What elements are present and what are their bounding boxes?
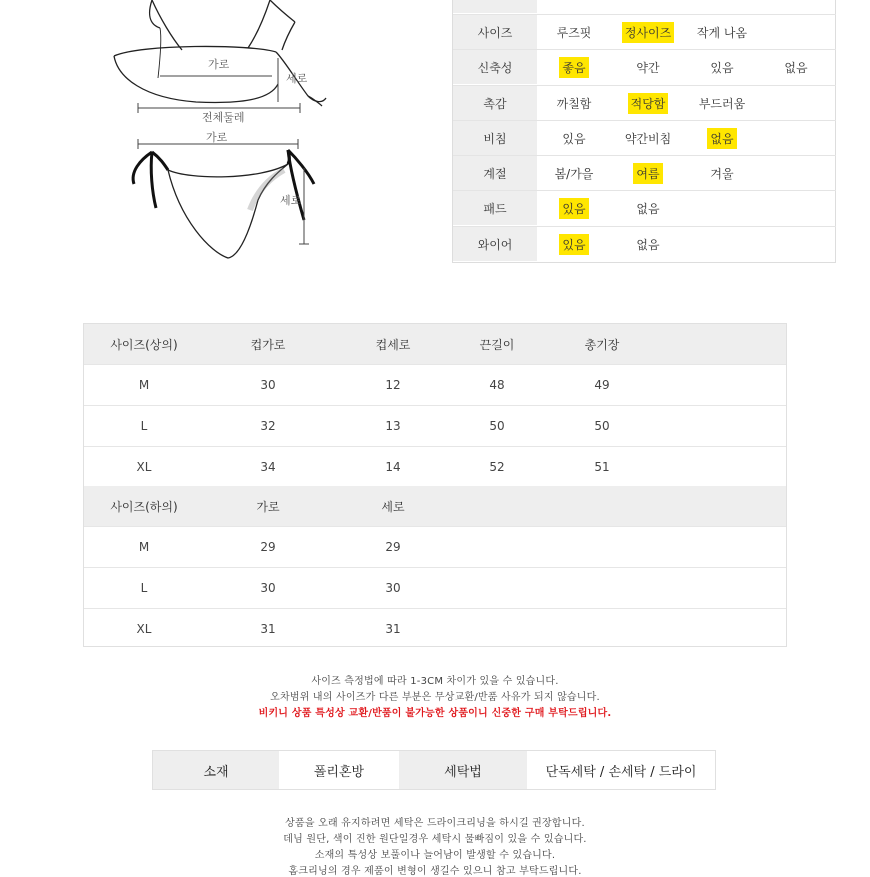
attribute-option-text: 봄/가을	[554, 166, 594, 181]
size-cell: 51	[594, 460, 610, 474]
size-header-row	[84, 486, 786, 526]
attribute-option-selected: 좋음	[559, 57, 588, 78]
attribute-row	[453, 120, 836, 155]
size-cell: 48	[489, 378, 505, 392]
size-row	[84, 608, 786, 648]
attribute-option	[537, 234, 611, 255]
size-row	[84, 446, 786, 486]
attribute-row	[453, 14, 836, 49]
attribute-label: 사이즈	[453, 15, 537, 49]
attribute-option	[685, 57, 759, 78]
material-value: 폴리혼방	[313, 764, 365, 780]
care-note-2: 데님 원단, 색이 진한 원단일경우 세탁시 물빠짐이 있을 수 있습니다.	[283, 834, 587, 845]
attribute-label: 신축성	[453, 50, 537, 84]
attribute-option	[537, 93, 611, 114]
size-cell: 29	[385, 540, 401, 554]
size-header-row	[84, 324, 786, 364]
size-cell: XL	[136, 460, 152, 474]
attribute-option-text: 까칠함	[556, 96, 592, 111]
care-note-4: 홈크리닝의 경우 제품이 변형이 생길수 있으니 참고 부탁드립니다.	[288, 866, 582, 877]
size-note-warning: 비키니 상품 특성상 교환/반품이 불가능한 상품이니 신중한 구매 부탁드립니다.	[258, 708, 612, 719]
attribute-label: 비침	[453, 121, 537, 155]
size-cell: 29	[260, 540, 276, 554]
attribute-label	[453, 0, 537, 13]
size-header-cell: 사이즈(하의)	[110, 499, 178, 514]
attribute-option	[611, 163, 685, 184]
size-cell: 50	[489, 419, 505, 433]
attribute-option	[537, 128, 611, 149]
size-note-2: 오차범위 내의 사이즈가 다른 부분은 무상교환/반품 사유가 되지 않습니다.	[270, 692, 600, 703]
product-attribute-table	[452, 0, 836, 263]
size-row	[84, 567, 786, 607]
size-cell: 13	[385, 419, 401, 433]
size-header-cell: 컵가로	[250, 337, 286, 352]
size-cell: L	[140, 581, 148, 595]
attribute-option	[611, 198, 685, 219]
size-cell: 34	[260, 460, 276, 474]
wash-label: 세탁법	[399, 751, 527, 789]
attribute-option-selected: 적당함	[628, 93, 669, 114]
care-note-3: 소재의 특성상 보풀이나 늘어남이 발생할 수 있습니다.	[314, 850, 556, 861]
size-cell: 30	[385, 581, 401, 595]
size-header-cell: 사이즈(상의)	[110, 337, 178, 352]
attribute-option	[685, 163, 759, 184]
attribute-option-text: 있음	[710, 60, 734, 75]
attribute-option	[685, 128, 759, 149]
size-table	[83, 323, 787, 647]
top-height-label: 세로	[286, 72, 308, 85]
size-header-cell: 컵세로	[375, 337, 411, 352]
size-row	[84, 364, 786, 404]
size-cell: 49	[594, 378, 610, 392]
attribute-option	[611, 57, 685, 78]
attribute-option-text: 겨울	[710, 166, 734, 181]
care-note-1: 상품을 오래 유지하려면 세탁은 드라이크리닝을 하시길 권장합니다.	[285, 818, 585, 829]
attribute-row	[453, 155, 836, 190]
size-cell: 12	[385, 378, 401, 392]
size-cell: 52	[489, 460, 505, 474]
material-table	[152, 750, 716, 790]
attribute-row	[453, 85, 836, 120]
attribute-label: 와이어	[453, 227, 537, 261]
size-header-cell: 총기장	[584, 337, 620, 352]
attribute-option	[537, 163, 611, 184]
attribute-option	[611, 234, 685, 255]
attribute-row	[453, 0, 836, 13]
size-cell: 32	[260, 419, 276, 433]
material-label: 소재	[153, 751, 279, 789]
attribute-row	[453, 49, 836, 84]
attribute-row	[453, 226, 836, 261]
attribute-option-text: 없음	[784, 60, 808, 75]
size-cell: 14	[385, 460, 401, 474]
attribute-option-selected: 없음	[707, 128, 736, 149]
attribute-option-text: 약간비침	[624, 131, 672, 146]
attribute-option	[537, 22, 611, 43]
wash-value: 단독세탁 / 손세탁 / 드라이	[545, 764, 697, 780]
attribute-option-selected: 있음	[559, 234, 588, 255]
size-cell: 30	[260, 378, 276, 392]
attribute-option-text: 있음	[562, 131, 586, 146]
size-cell: XL	[136, 622, 152, 636]
attribute-option	[537, 57, 611, 78]
size-cell: 31	[385, 622, 401, 636]
attribute-row	[453, 190, 836, 225]
attribute-option	[685, 93, 759, 114]
attribute-option-text: 없음	[636, 237, 660, 252]
attribute-option-selected: 정사이즈	[622, 22, 674, 43]
attribute-option-text: 약간	[636, 60, 660, 75]
size-cell: 50	[594, 419, 610, 433]
top-width-label: 가로	[208, 58, 230, 71]
attribute-option-selected: 있음	[559, 198, 588, 219]
attribute-label: 계절	[453, 156, 537, 190]
size-cell: L	[140, 419, 148, 433]
top-total-label: 전체둘레	[202, 111, 245, 124]
size-header-cell: 가로	[256, 499, 280, 514]
attribute-option-text: 루즈핏	[556, 25, 592, 40]
size-cell: M	[138, 378, 150, 392]
size-cell: 31	[260, 622, 276, 636]
attribute-option	[611, 93, 685, 114]
attribute-option	[685, 22, 759, 43]
attribute-option	[537, 198, 611, 219]
attribute-option-text: 부드러움	[698, 96, 746, 111]
size-row	[84, 405, 786, 445]
attribute-option	[611, 128, 685, 149]
size-header-cell: 끈길이	[479, 337, 515, 352]
bikini-measurement-diagram	[100, 0, 340, 270]
size-note-1: 사이즈 측정법에 따라 1-3CM 차이가 있을 수 있습니다.	[311, 676, 559, 687]
size-header-cell: 세로	[381, 499, 405, 514]
size-row	[84, 526, 786, 566]
attribute-option	[611, 22, 685, 43]
attribute-option	[759, 57, 833, 78]
attribute-label: 패드	[453, 191, 537, 225]
bottom-width-label: 가로	[206, 131, 228, 144]
attribute-option-text: 없음	[636, 201, 660, 216]
attribute-option-selected: 여름	[633, 163, 662, 184]
attribute-option-text: 작게 나옴	[696, 25, 748, 40]
size-cell: 30	[260, 581, 276, 595]
attribute-label: 촉감	[453, 86, 537, 120]
bottom-height-label: 세로	[280, 194, 302, 207]
size-cell: M	[138, 540, 150, 554]
